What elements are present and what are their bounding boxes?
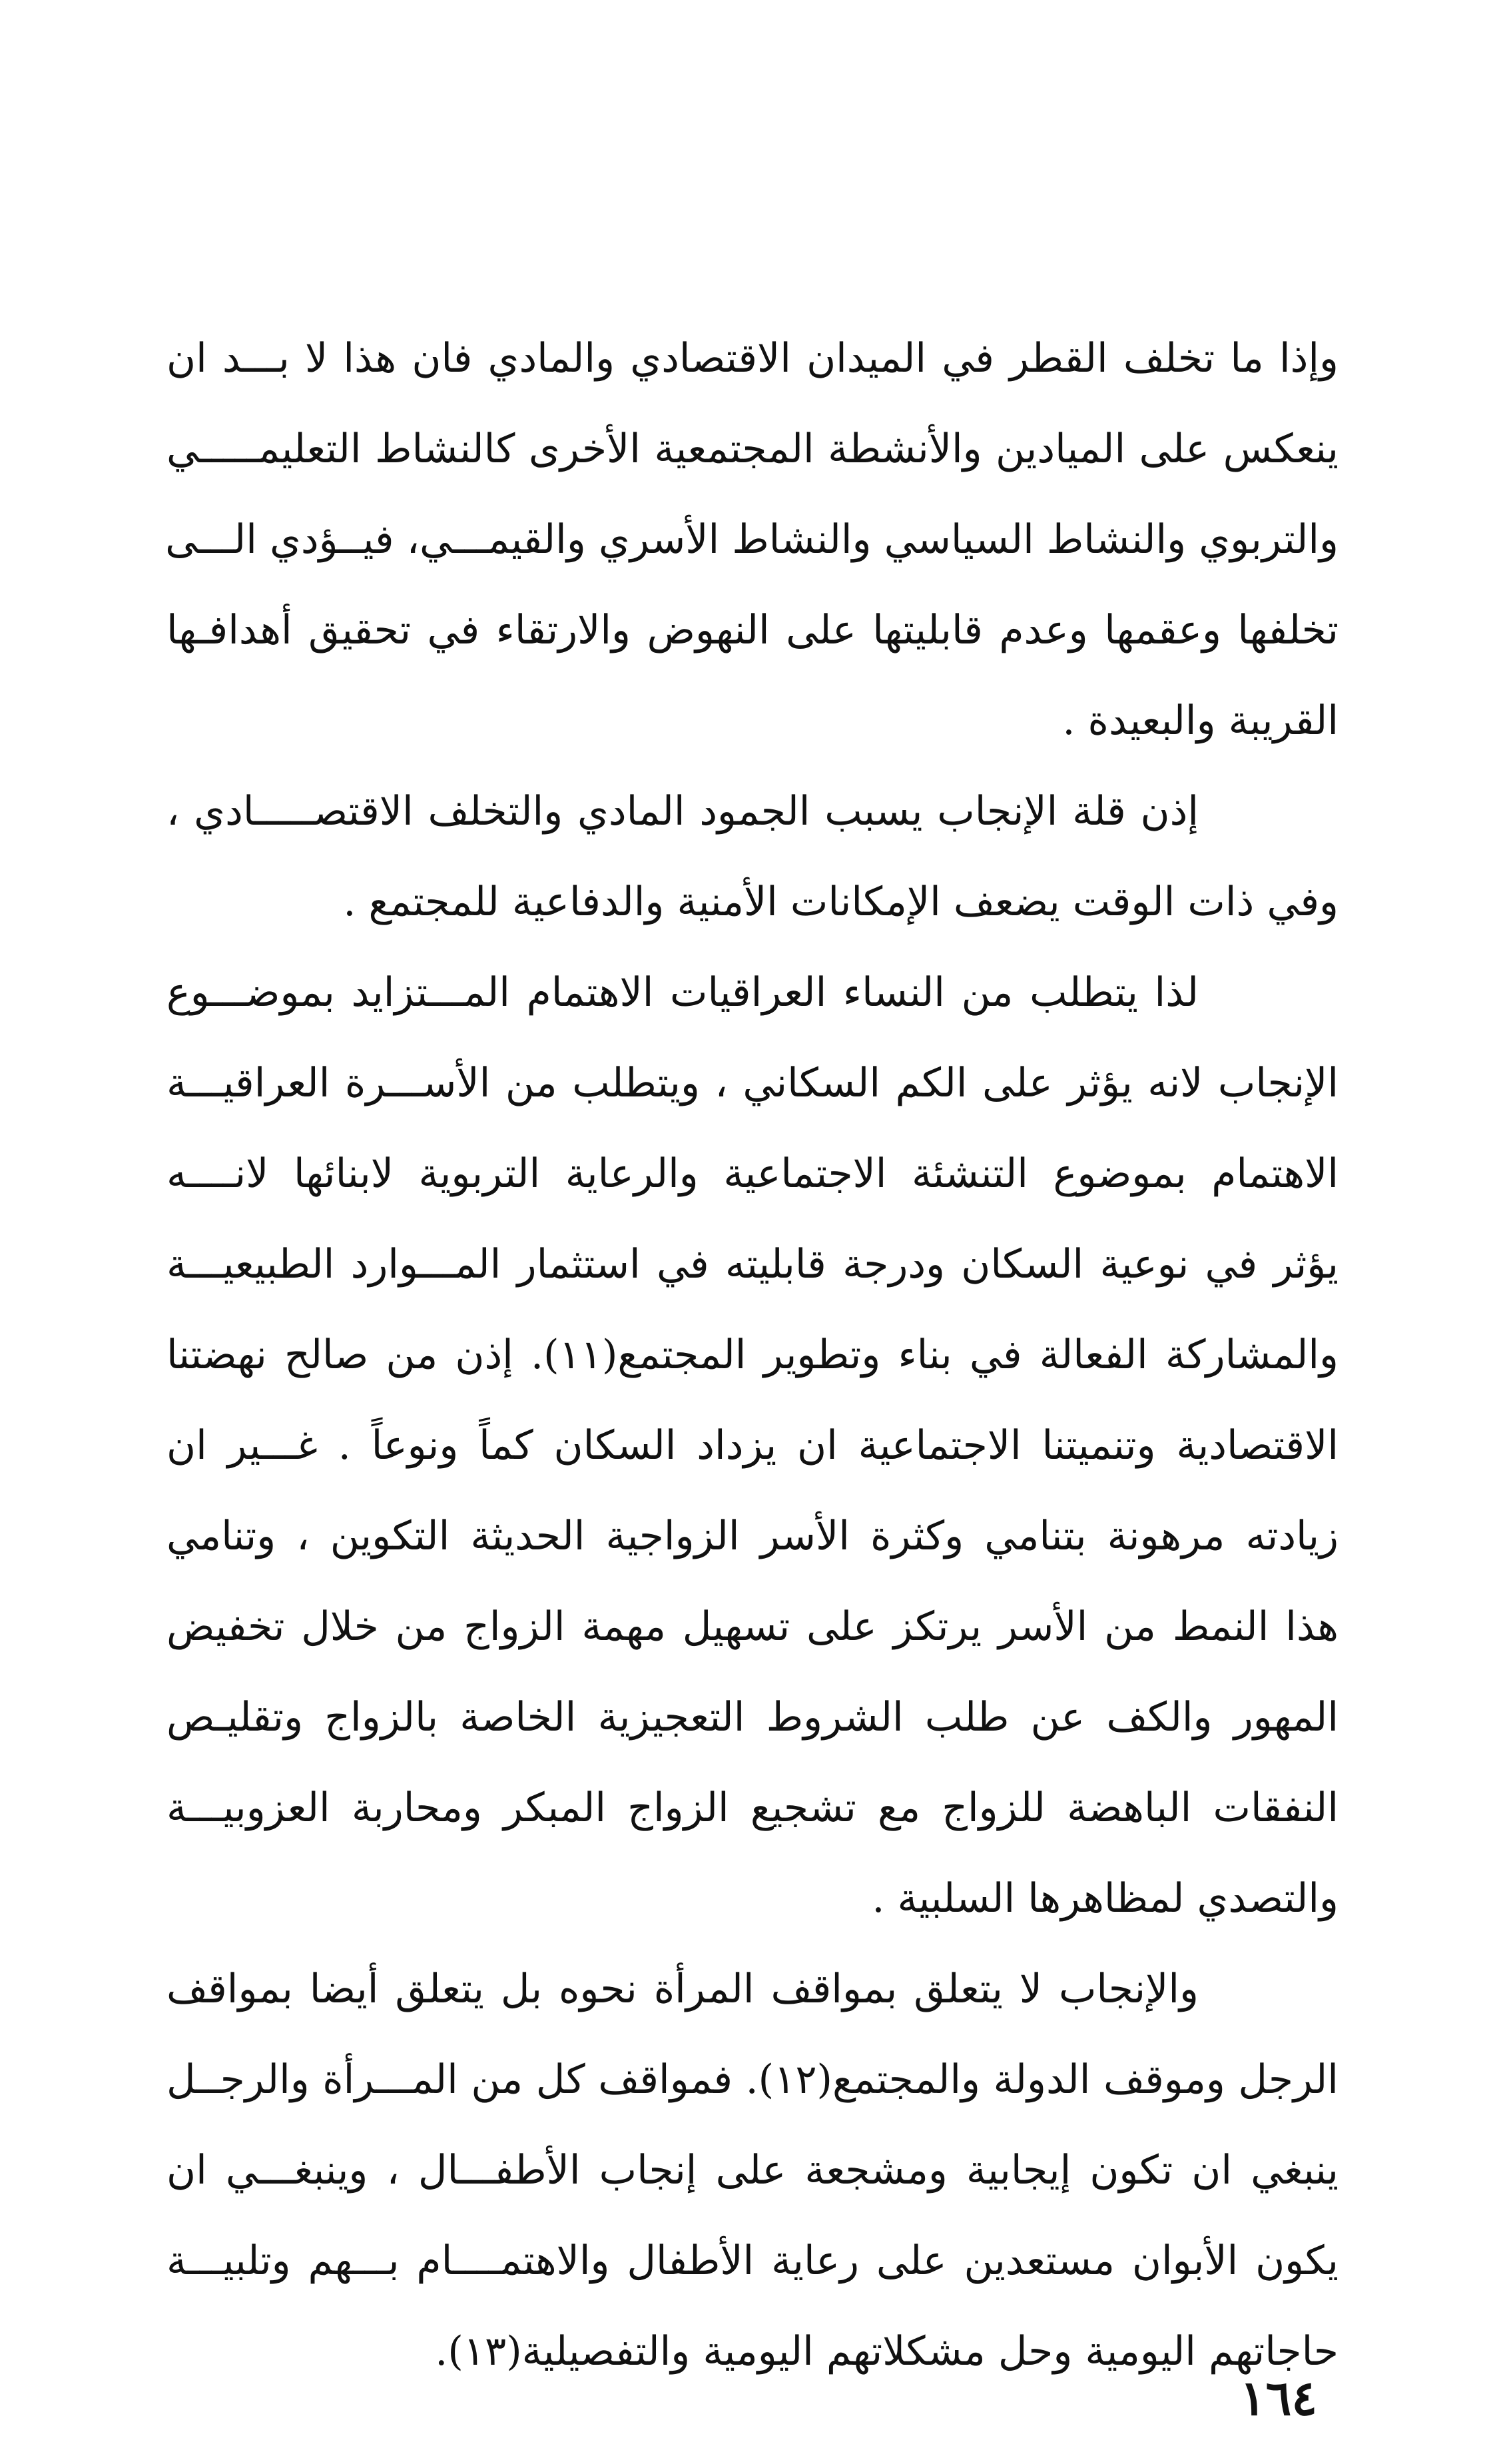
- body-text: [166, 313, 1339, 2397]
- text-line: يكون الأبوان مستعدين على رعاية الأطفال والاهتمــــام بـــهم وتلبيـــة: [166, 2238, 1339, 2284]
- text-line: النفقات الباهضة للزواج مع تشجيع الزواج المبكر ومحاربة العزوبيـــة: [166, 1785, 1339, 1831]
- text-line: لذا يتطلب من النساء العراقيات الاهتمام المـــتزايد بموضـــوع: [166, 969, 1199, 1016]
- text-line: حاجاتهم اليومية وحل مشكلاتهم اليومية والتفصيلية(١٣).: [435, 2328, 1339, 2375]
- text-line: وإذا ما تخلف القطر في الميدان الاقتصادي والمادي فان هذا لا بـــد ان: [166, 335, 1339, 382]
- text-line: ينبغي ان تكون إيجابية ومشجعة على إنجاب الأطفـــال ، وينبغـــي ان: [166, 2147, 1339, 2194]
- text-line: القريبة والبعيدة .: [1062, 697, 1339, 744]
- text-line: المهور والكف عن طلب الشروط التعجيزية الخاصة بالزواج وتقليـص: [166, 1694, 1339, 1741]
- text-line: والمشاركة الفعالة في بناء وتطوير المجتمع(١١). إذن من صالح نهضتنا: [166, 1332, 1339, 1378]
- text-line: وفي ذات الوقت يضعف الإمكانات الأمنية والدفاعية للمجتمع .: [343, 879, 1339, 925]
- page-number: ١٦٤: [1239, 2369, 1317, 2426]
- text-line: الإنجاب لانه يؤثر على الكم السكاني ، ويتطلب من الأســـرة العراقيـــة: [166, 1060, 1339, 1106]
- text-line: والإنجاب لا يتعلق بمواقف المرأة نحوه بل يتعلق أيضا بمواقف: [166, 1966, 1199, 2012]
- text-line: والتصدي لمظاهرها السلبية .: [872, 1875, 1339, 1922]
- text-line: هذا النمط من الأسر يرتكز على تسهيل مهمة الزواج من خلال تخفيض: [166, 1603, 1339, 1650]
- text-line: إذن قلة الإنجاب يسبب الجمود المادي والتخلف الاقتصـــــادي ،: [166, 788, 1199, 835]
- text-line: ينعكس على الميادين والأنشطة المجتمعية الأخرى كالنشاط التعليمـــــي: [166, 426, 1339, 472]
- text-line: والتربوي والنشاط السياسي والنشاط الأسري والقيمـــي، فيــؤدي الـــى: [165, 516, 1339, 563]
- text-line: الاهتمام بموضوع التنشئة الاجتماعية والرعاية التربوية لابنائها لانــــه: [166, 1150, 1339, 1197]
- text-line: تخلفها وعقمها وعدم قابليتها على النهوض والارتقاء في تحقيق أهدافـها: [166, 607, 1339, 653]
- text-line: الاقتصادية وتنميتنا الاجتماعية ان يزداد السكان كماً ونوعاً . غـــير ان: [166, 1422, 1339, 1469]
- text-line: زيادته مرهونة بتنامي وكثرة الأسر الزواجية الحديثة التكوين ، وتنامي: [166, 1513, 1339, 1559]
- text-line: يؤثر في نوعية السكان ودرجة قابليته في استثمار المـــوارد الطبيعيـــة: [166, 1241, 1339, 1288]
- text-line: الرجل وموقف الدولة والمجتمع(١٢). فمواقف كل من المـــرأة والرجــل: [166, 2056, 1339, 2103]
